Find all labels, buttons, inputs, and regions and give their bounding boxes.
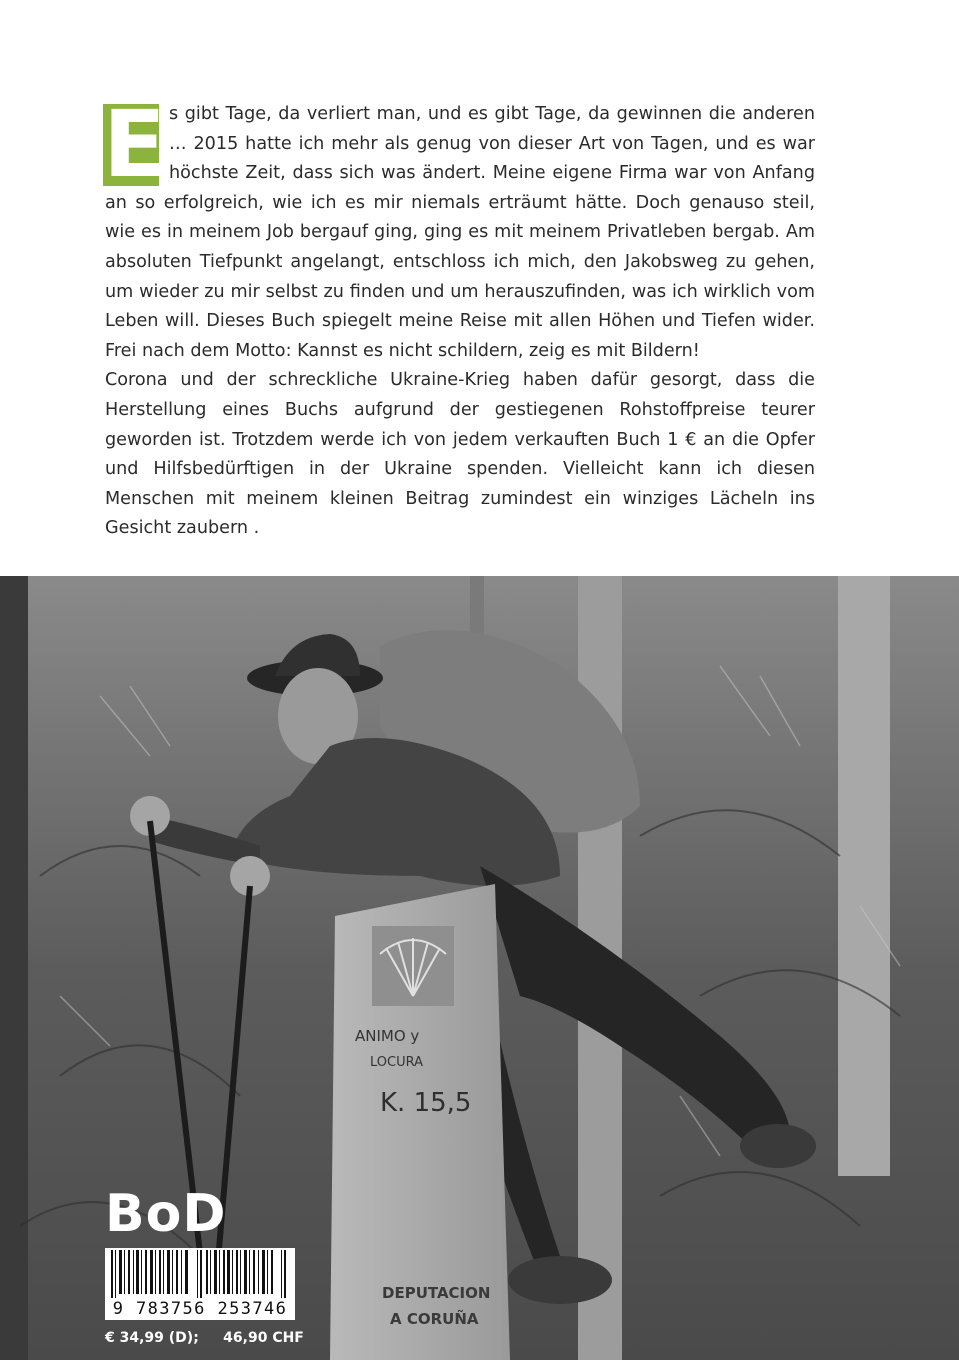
isbn-barcode — [105, 1248, 295, 1298]
dropcap — [103, 91, 166, 198]
milestone-graffiti-2: LOCURA — [370, 1055, 424, 1070]
dropcap-letter: E — [103, 91, 166, 198]
tree-trunk — [838, 576, 890, 1176]
milestone-footer-2: A CORUÑA — [390, 1310, 479, 1328]
milestone-graffiti-1: ANIMO y — [355, 1027, 420, 1045]
blurb-paragraph-1: s gibt Tage, da verliert man, und es gibt Tage, da gewinnen die anderen … 2015 hatte ich mehr als genug von dieser Art von Tagen, und es war höchste Zeit, dass sich was ändert. Meine eigene Firma war von Anfang an so erfolgreich, wie ich es mir niemals erträumt hätte. Doch genauso steil, wie es in meinem Job bergauf ging, ging es mit meinem Privatleben bergab. Am absoluten Tiefpunkt angelangt, entschloss ich mich, den Jakobsweg zu gehen, um wieder zu mir selbst zu finden und um herauszufinden, was ich wirklich vom Leben will. Dieses Buch spiegelt meine Reise mit allen Höhen und Tiefen wider. Frei nach dem Motto: Kannst es nicht schildern, zeig es mit Bildern! — [105, 104, 815, 361]
back-cover-blurb — [103, 91, 815, 544]
price-label: € 34,99 (D); 46,90 CHF — [105, 1330, 304, 1346]
boot — [508, 1256, 612, 1304]
milestone-distance: K. 15,5 — [380, 1088, 472, 1118]
boot — [740, 1124, 816, 1168]
publisher-logo: BoD — [105, 1184, 227, 1244]
tree-trunk — [0, 576, 28, 1360]
milestone-footer-1: DEPUTACION — [382, 1284, 491, 1302]
isbn-number: 9 783756 253746 — [105, 1298, 295, 1320]
blurb-paragraph-2: Corona und der schreckliche Ukraine-Krieg haben dafür gesorgt, dass die Herstellung eines Buchs aufgrund der gestiegenen Rohstoffpreise teurer geworden ist. Trotzdem werde ich von jedem verkauften Buch 1 € an die Opfer und Hilfsbedürftigen in der Ukraine spenden. Vielleicht kann ich diesen Menschen mit meinem kleinen Beitrag zumindest ein winziges Lächeln ins Gesicht zaubern . — [105, 370, 815, 539]
